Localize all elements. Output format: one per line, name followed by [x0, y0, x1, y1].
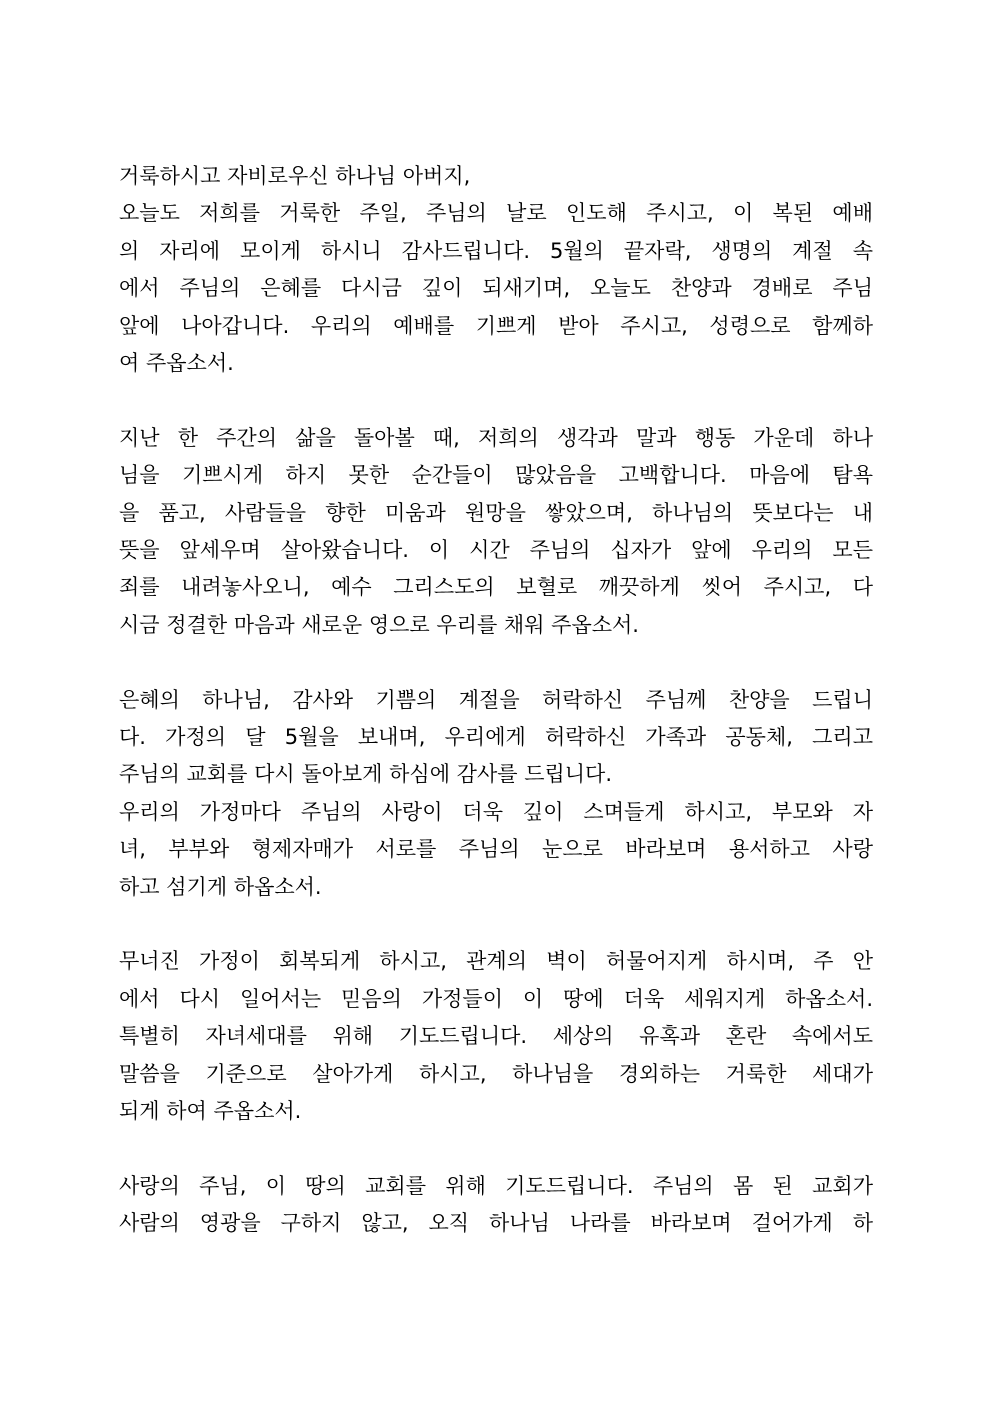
text-line: 하고 섬기게 하옵소서. [119, 874, 322, 899]
text-line: 녀, 부부와 형제자매가 서로를 주님의 눈으로 바라보며 용서하고 사랑 [119, 837, 873, 862]
text-line: 사랑의 주님, 이 땅의 교회를 위해 기도드립니다. 주님의 몸 된 교회가 [119, 1173, 873, 1198]
paragraph [119, 682, 873, 906]
text-line: 죄를 내려놓사오니, 예수 그리스도의 보혈로 깨끗하게 씻어 주시고, 다 [119, 575, 873, 600]
text-line: 오늘도 저희를 거룩한 주일, 주님의 날로 인도해 주시고, 이 복된 예배 [119, 201, 873, 226]
text-line: 여 주옵소서. [119, 351, 234, 376]
text-line: 의 자리에 모이게 하시니 감사드립니다. 5월의 끝자락, 생명의 계절 속 [119, 238, 873, 263]
text-line: 되게 하여 주옵소서. [119, 1099, 302, 1124]
paragraph [119, 943, 873, 1130]
paragraph-spacer [119, 382, 873, 419]
text-line: 을 품고, 사람들을 향한 미움과 원망을 쌓았으며, 하나님의 뜻보다는 내 [119, 500, 873, 525]
paragraph [119, 1168, 873, 1243]
text-line: 무너진 가정이 회복되게 하시고, 관계의 벽이 허물어지게 하시며, 주 안 [119, 949, 873, 974]
prayer-text-body [119, 158, 873, 1243]
text-line: 사람의 영광을 구하지 않고, 오직 하나님 나라를 바라보며 걸어가게 하 [119, 1211, 873, 1236]
paragraph-spacer [119, 1131, 873, 1168]
paragraph-spacer [119, 644, 873, 681]
text-line: 주님의 교회를 다시 돌아보게 하심에 감사를 드립니다. [119, 762, 613, 787]
text-line: 앞에 나아갑니다. 우리의 예배를 기쁘게 받아 주시고, 성령으로 함께하 [119, 313, 873, 338]
text-line: 은혜의 하나님, 감사와 기쁨의 계절을 허락하신 주님께 찬양을 드립니 [119, 687, 873, 712]
text-line: 시금 정결한 마음과 새로운 영으로 우리를 채워 주옵소서. [119, 612, 639, 637]
text-line: 에서 주님의 은혜를 다시금 깊이 되새기며, 오늘도 찬양과 경배로 주님 [119, 276, 873, 301]
text-line: 뜻을 앞세우며 살아왔습니다. 이 시간 주님의 십자가 앞에 우리의 모든 [119, 538, 873, 563]
paragraph-spacer [119, 906, 873, 943]
text-line: 거룩하시고 자비로우신 하나님 아버지, [119, 164, 471, 188]
text-line: 특별히 자녀세대를 위해 기도드립니다. 세상의 유혹과 혼란 속에서도 [119, 1024, 873, 1049]
text-line: 우리의 가정마다 주님의 사랑이 더욱 깊이 스며들게 하시고, 부모와 자 [119, 799, 873, 824]
text-line: 지난 한 주간의 삶을 돌아볼 때, 저희의 생각과 말과 행동 가운데 하나 [119, 425, 873, 450]
paragraph [119, 420, 873, 644]
paragraph [119, 158, 873, 382]
text-line: 말씀을 기준으로 살아가게 하시고, 하나님을 경외하는 거룩한 세대가 [119, 1061, 873, 1086]
text-line: 님을 기쁘시게 하지 못한 순간들이 많았음을 고백합니다. 마음에 탐욕 [119, 463, 873, 488]
text-line: 에서 다시 일어서는 믿음의 가정들이 이 땅에 더욱 세워지게 하옵소서. [119, 986, 873, 1011]
text-line: 다. 가정의 달 5월을 보내며, 우리에게 허락하신 가족과 공동체, 그리고 [119, 725, 873, 750]
